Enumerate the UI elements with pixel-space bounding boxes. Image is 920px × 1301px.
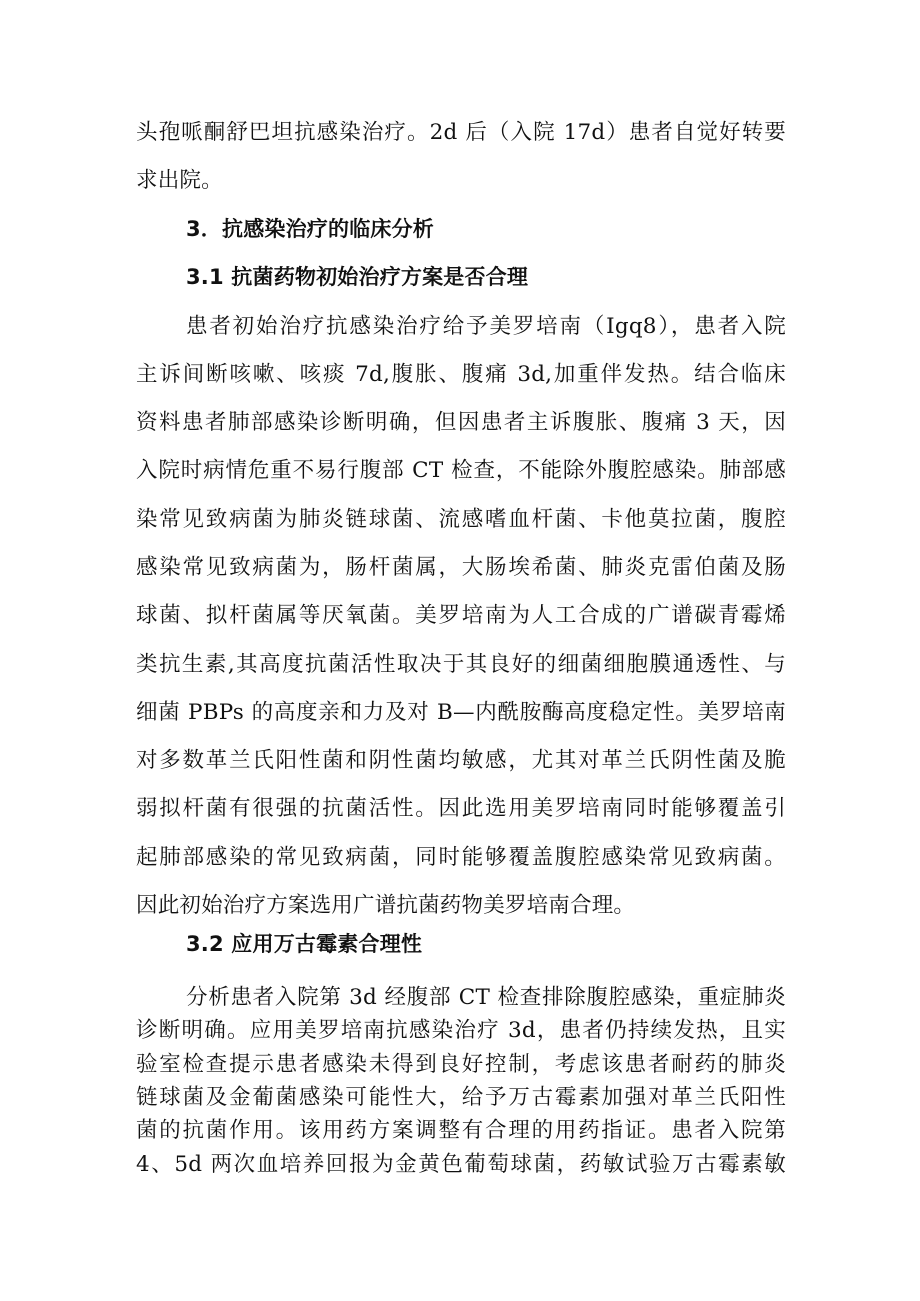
body-line: 求出院。 xyxy=(136,168,223,193)
body-line: 弱拟杆菌有很强的抗菌活性。因此选用美罗培南同时能够覆盖引 xyxy=(136,796,786,821)
body-line: 分析患者入院第 3d 经腹部 CT 检查排除腹腔感染，重症肺炎 xyxy=(186,985,786,1010)
body-line: 染常见致病菌为肺炎链球菌、流感嗜血杆菌、卡他莫拉菌，腹腔 xyxy=(136,507,786,532)
body-line: 验室检查提示患者感染未得到良好控制，考虑该患者耐药的肺炎 xyxy=(136,1052,786,1077)
body-line: 球菌、拟杆菌属等厌氧菌。美罗培南为人工合成的广谱碳青霉烯 xyxy=(136,603,786,628)
section-heading: 3．抗感染治疗的临床分析 xyxy=(186,217,435,241)
body-line: 患者初始治疗抗感染治疗给予美罗培南（Igq8），患者入院 xyxy=(186,314,786,339)
body-line: 入院时病情危重不易行腹部 CT 检查，不能除外腹腔感染。肺部感 xyxy=(136,458,786,483)
body-line: 头孢哌酮舒巴坦抗感染治疗。2d 后（入院 17d）患者自觉好转要 xyxy=(136,120,786,145)
body-line: 对多数革兰氏阳性菌和阴性菌均敏感，尤其对革兰氏阴性菌及脆 xyxy=(136,748,786,773)
subsection-heading: 3.2 应用万古霉素合理性 xyxy=(186,932,423,956)
body-line: 诊断明确。应用美罗培南抗感染治疗 3d，患者仍持续发热，且实 xyxy=(136,1018,786,1043)
body-line: 细菌 PBPs 的高度亲和力及对 B—内酰胺酶高度稳定性。美罗培南 xyxy=(136,700,786,725)
subsection-heading: 3.1 抗菌药物初始治疗方案是否合理 xyxy=(186,265,529,289)
body-line: 资料患者肺部感染诊断明确，但因患者主诉腹胀、腹痛 3 天，因 xyxy=(136,410,786,435)
body-line: 菌的抗菌作用。该用药方案调整有合理的用药指证。患者入院第 xyxy=(136,1118,786,1143)
body-line: 感染常见致病菌为，肠杆菌属，大肠埃希菌、肺炎克雷伯菌及肠 xyxy=(136,555,786,580)
body-line: 起肺部感染的常见致病菌，同时能够覆盖腹腔感染常见致病菌。 xyxy=(136,845,786,870)
body-line: 因此初始治疗方案选用广谱抗菌药物美罗培南合理。 xyxy=(136,893,636,918)
body-line: 类抗生素,其高度抗菌活性取决于其良好的细菌细胞膜通透性、与 xyxy=(136,652,786,677)
body-line: 主诉间断咳嗽、咳痰 7d,腹胀、腹痛 3d,加重伴发热。结合临床 xyxy=(136,362,786,387)
body-line: 链球菌及金葡菌感染可能性大，给予万古霉素加强对革兰氏阳性 xyxy=(136,1085,786,1110)
body-line: 4、5d 两次血培养回报为金黄色葡萄球菌，药敏试验万古霉素敏 xyxy=(136,1152,786,1177)
